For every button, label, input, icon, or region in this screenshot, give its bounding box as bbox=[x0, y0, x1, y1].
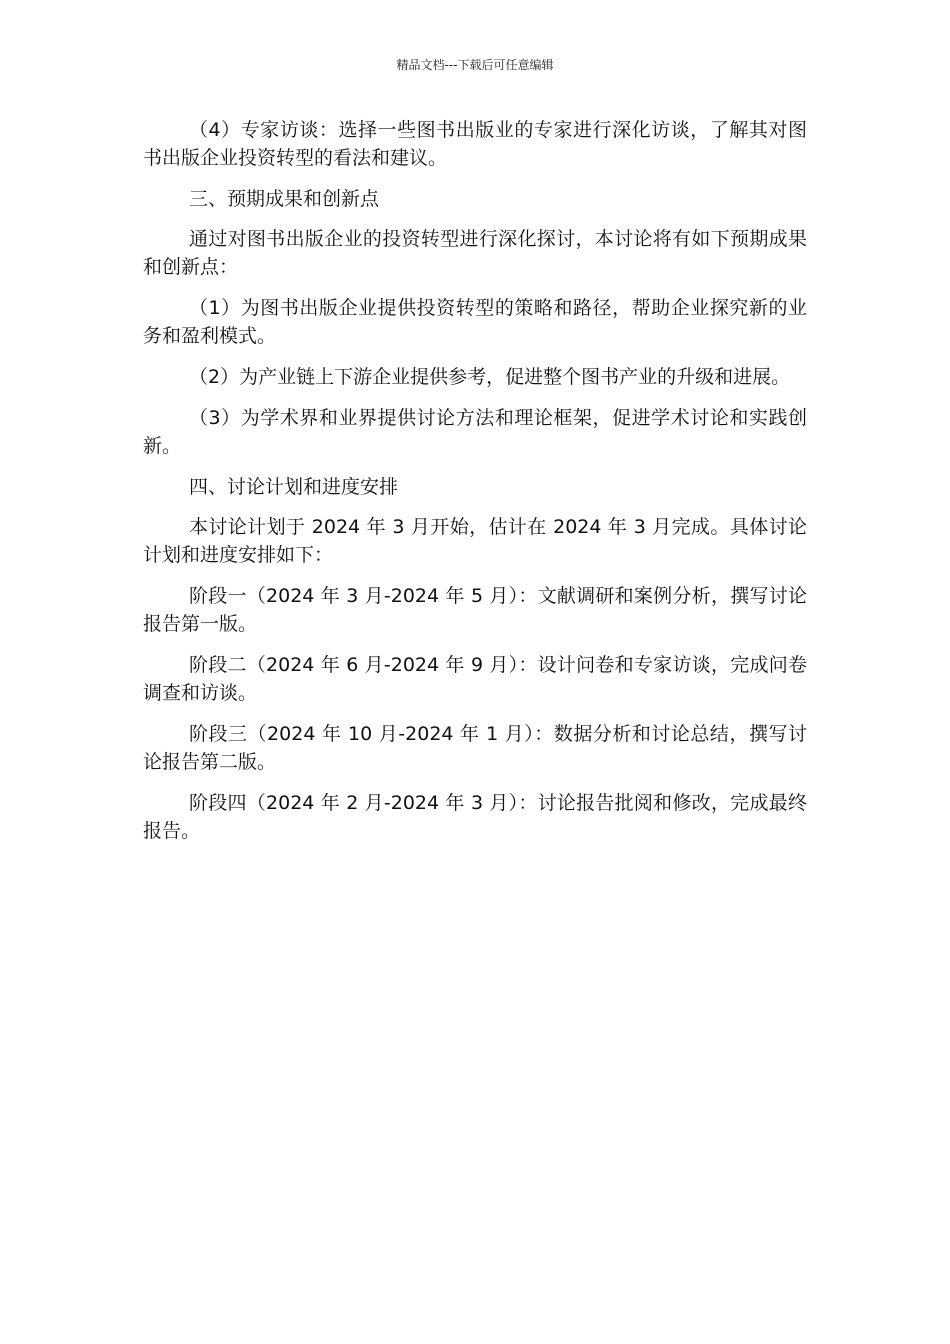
document-body bbox=[143, 116, 807, 858]
paragraph-result-3: （3）为学术界和业界提供讨论方法和理论框架，促进学术讨论和实践创新。 bbox=[143, 407, 807, 457]
paragraph-expected-intro: 通过对图书出版企业的投资转型进行深化探讨，本讨论将有如下预期成果和创新点： bbox=[143, 228, 807, 278]
paragraph-plan-intro: 本讨论计划于 2024 年 3 月开始，估计在 2024 年 3 月完成。具体讨论计划和进度安排如下： bbox=[143, 516, 807, 566]
paragraph-expert-interview: （4）专家访谈：选择一些图书出版业的专家进行深化访谈，了解其对图书出版企业投资转型的看法和建议。 bbox=[143, 119, 807, 169]
page-header: 精品文档---下载后可任意编辑 bbox=[396, 58, 554, 72]
section-heading-expected-results: 三、预期成果和创新点 bbox=[189, 188, 380, 210]
section-heading-plan-schedule: 四、讨论计划和进度安排 bbox=[189, 476, 399, 498]
paragraph-result-1: （1）为图书出版企业提供投资转型的策略和路径，帮助企业探究新的业务和盈利模式。 bbox=[143, 297, 807, 347]
paragraph-stage-4: 阶段四（2024 年 2 月-2024 年 3 月）：讨论报告批阅和修改，完成最终报告。 bbox=[143, 792, 807, 842]
paragraph-stage-1: 阶段一（2024 年 3 月-2024 年 5 月）：文献调研和案例分析，撰写讨论报告第一版。 bbox=[143, 585, 807, 635]
paragraph-stage-2: 阶段二（2024 年 6 月-2024 年 9 月）：设计问卷和专家访谈，完成问卷调查和访谈。 bbox=[143, 654, 807, 704]
paragraph-result-2: （2）为产业链上下游企业提供参考，促进整个图书产业的升级和进展。 bbox=[189, 366, 791, 388]
paragraph-stage-3: 阶段三（2024 年 10 月-2024 年 1 月）：数据分析和讨论总结，撰写讨论报告第二版。 bbox=[143, 723, 807, 773]
